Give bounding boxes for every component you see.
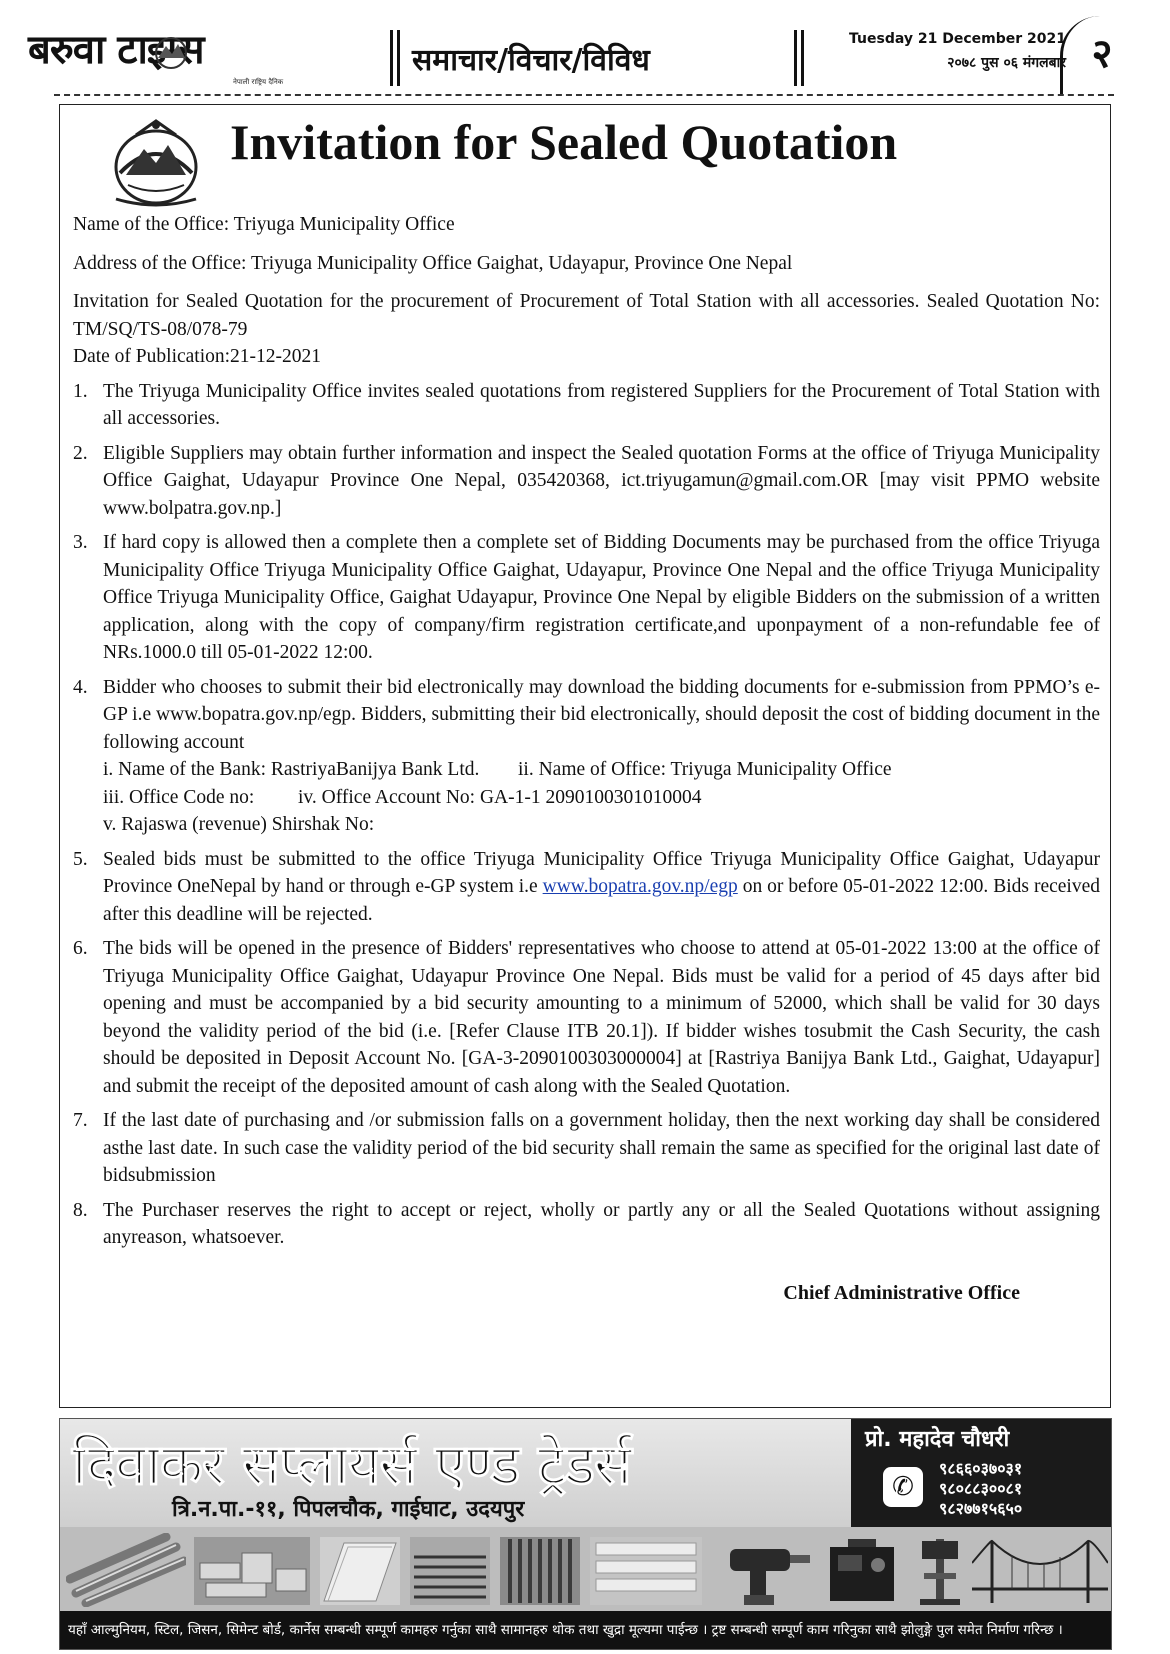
masthead <box>28 14 1113 92</box>
logo-subtitle: नेपाली राष्ट्रिय दैनिक <box>233 78 284 86</box>
clause-item <box>73 846 1100 929</box>
advertisement-banner <box>59 1418 1112 1650</box>
ad-header <box>60 1419 1112 1527</box>
sheets-icon <box>408 1533 492 1607</box>
cornice-icon <box>588 1533 704 1607</box>
clause-text: If the last date of purchasing and /or submission falls on a government holiday, then the next working day shall be considered asthe last date. In such case the validity period of the bid security shall remain the same as specified for the original last date of bidsubmission <box>103 1110 1100 1186</box>
revenue-row <box>103 811 1100 839</box>
office-account-number: iv. Office Account No: GA-1-1 2090100301010004 <box>298 786 702 808</box>
ad-phone: ९८०८८३००८१ <box>939 1479 1023 1498</box>
bank-name: i. Name of the Bank: RastriyaBanijya Bank Ltd. <box>103 759 480 780</box>
clause-item <box>73 674 1100 839</box>
clause-text: The bids will be opened in the presence of Bidders' representatives who choose to attend at 05-01-2022 13:00 at the office of Triyuga Municipality Office Gaighat, Udayapur Province One Nepal. Bids must be valid for a period of 45 days after bid opening and must be accompanied by a bid security amounting to a minimum of 52000, which shall be valid for 30 days beyond the validity period of the bid (i.e. [Refer Clause ITB 20.1]). If bidder wishes tosubmit the Cash Security, the cash should be deposited in Deposit Account No. [GA-3-2090100303000004] at [Rastriya Banijya Bank Ltd., Gaighat, Udayapur] and submit the receipt of the deposited amount of cash along with the Sealed Quotation. <box>103 938 1100 1097</box>
drill-icon <box>710 1533 814 1607</box>
ad-address: त्रि.न.पा.-११, पिपलचौक, गाईघाट, उदयपुर <box>172 1497 525 1522</box>
clause-number: 7. <box>73 1110 88 1131</box>
office-name: Name of the Office: Triyuga Municipality Office <box>73 214 455 235</box>
suspension-bridge-icon <box>972 1533 1108 1607</box>
logo-emblem-icon <box>150 34 192 72</box>
bank-details-row <box>103 756 1100 784</box>
clause-number: 1. <box>73 380 88 402</box>
revenue-heading: v. Rajaswa (revenue) Shirshak No: <box>103 814 375 835</box>
clause-number: 5. <box>73 848 88 870</box>
section-header <box>390 26 808 88</box>
notice-intro: Invitation for Sealed Quotation for the procurement of Procurement of Total Station with all accessories. Sealed Quotation No: TM/SQ/TS-08/078-79 <box>73 291 1100 340</box>
clause-text: The Triyuga Municipality Office invites sealed quotations from registered Suppliers for the Procurement of Total Station with all accessories. <box>103 380 1100 429</box>
rods-icon <box>498 1533 582 1607</box>
pipes-icon <box>66 1533 186 1607</box>
ad-phone: ९८२७७१५६५० <box>939 1499 1023 1518</box>
signatory: Chief Administrative Office <box>783 1282 1020 1304</box>
egp-link[interactable]: www.bopatra.gov.np/egp <box>542 876 738 897</box>
clause-number: 6. <box>73 938 88 959</box>
ad-phone: ९८६६०३७०३१ <box>939 1459 1023 1478</box>
clause-item <box>73 378 1100 433</box>
clause-text: on or before 05-01-2022 12:00. Bids received after this deadline will be rejected. <box>103 876 1100 925</box>
tender-notice <box>59 104 1111 1408</box>
ad-footer-text: यहाँ आल्मुनियम, स्टिल, जिसन, सिमेन्ट बोर्ड, कार्नेस सम्बन्धी सम्पूर्ण कामहरु गर्नुका साथै सामानहरु थोक तथा खुद्रा मूल्यमा पाईन्छ । ट्रष्ट सम्बन्धी सम्पूर्ण काम गरिनुका साथै झोलुङ्गे पुल समेत निर्माण गरिन्छ । <box>60 1611 1112 1649</box>
aluminium-profiles-icon <box>192 1533 312 1607</box>
nepal-emblem-icon <box>106 115 206 211</box>
clause-number: 2. <box>73 442 88 464</box>
clause-item <box>73 440 1100 523</box>
ad-proprietor: प्रो. महादेव चौधरी <box>865 1427 1010 1452</box>
masthead-divider <box>54 94 1114 96</box>
account-details-row <box>103 784 1100 812</box>
clause-number: 3. <box>73 532 88 553</box>
clause-text: Eligible Suppliers may obtain further information and inspect the Sealed quotation Forms at the office of Triyuga Municipality Office Gaighat, Udayapur Province One Nepal, 035420368, ict.triyugamun@gmail.com.OR [may visit PPMO website www.bolpatra.gov.np.] <box>103 442 1100 519</box>
notice-title: Invitation for Sealed Quotation <box>230 114 898 170</box>
section-title: समाचार/विचार/विविध <box>412 43 650 78</box>
newspaper-logo <box>28 28 308 88</box>
account-office-name: ii. Name of Office: Triyuga Municipality Office <box>518 759 892 780</box>
clause-number: 8. <box>73 1199 88 1221</box>
issue-date <box>836 28 1066 76</box>
office-code: iii. Office Code no: <box>103 786 255 808</box>
ad-company-name: दिवाकर सप्लायर्स एण्ड ट्रेडर्स <box>72 1433 631 1498</box>
boards-icon <box>318 1533 402 1607</box>
page-number: २ <box>1091 31 1113 77</box>
welding-machine-icon <box>820 1533 904 1607</box>
clause-item <box>73 1197 1100 1252</box>
ad-product-strip <box>60 1527 1112 1613</box>
ad-phone-list <box>939 1459 1022 1519</box>
clause-text: Sealed bids must be submitted to the office Triyuga Municipality Office Triyuga Municipality Office Gaighat, Udayapur Province OneNepal by hand or through e-GP system i.e <box>103 848 1100 897</box>
clause-number: 4. <box>73 676 88 698</box>
date-english: Tuesday 21 December 2021 <box>849 31 1066 47</box>
clause-item <box>73 935 1100 1100</box>
date-nepali: २०७८ पुस ०६ मंगलबार <box>947 55 1066 71</box>
clause-list <box>73 378 1100 1252</box>
notice-body <box>73 211 1100 1252</box>
clause-item <box>73 529 1100 667</box>
logo-text: बरुवा टाइम्स <box>28 27 204 73</box>
clause-text: If hard copy is allowed then a complete then a complete set of Bidding Documents may be purchased from the office Triyuga Municipality Office Triyuga Municipality Office Gaighat, Udayapur, Province One Nepal and the office Triyuga Municipality Office Triyuga Municipality Office, Gaighat Udayapur, Province One Nepal by eligible Bidders on the submission of a written application, along with the copy of company/firm registration certificate,and uponpayment of a non-refundable fee of NRs.1000.0 till 05-01-2022 12:00. <box>103 532 1100 663</box>
clause-text: The Purchaser reserves the right to accept or reject, wholly or partly any or all the Sealed Quotations without assigning anyreason, whatsoever. <box>103 1199 1100 1248</box>
phone-icon: ✆ <box>883 1467 923 1507</box>
office-address: Address of the Office: Triyuga Municipality Office Gaighat, Udayapur, Province One Nepal <box>73 252 793 274</box>
drill-press-icon <box>910 1533 970 1607</box>
clause-item <box>73 1107 1100 1190</box>
ad-contact-panel <box>851 1419 1112 1527</box>
publication-date: Date of Publication:21-12-2021 <box>73 346 322 367</box>
clause-text: Bidder who chooses to submit their bid electronically may download the bidding documents for e-submission from PPMO’s e-GP i.e www.bopatra.gov.np/egp. Bidders, submitting their bid electronically, should deposit the cost of bidding document in the following account <box>103 676 1100 753</box>
